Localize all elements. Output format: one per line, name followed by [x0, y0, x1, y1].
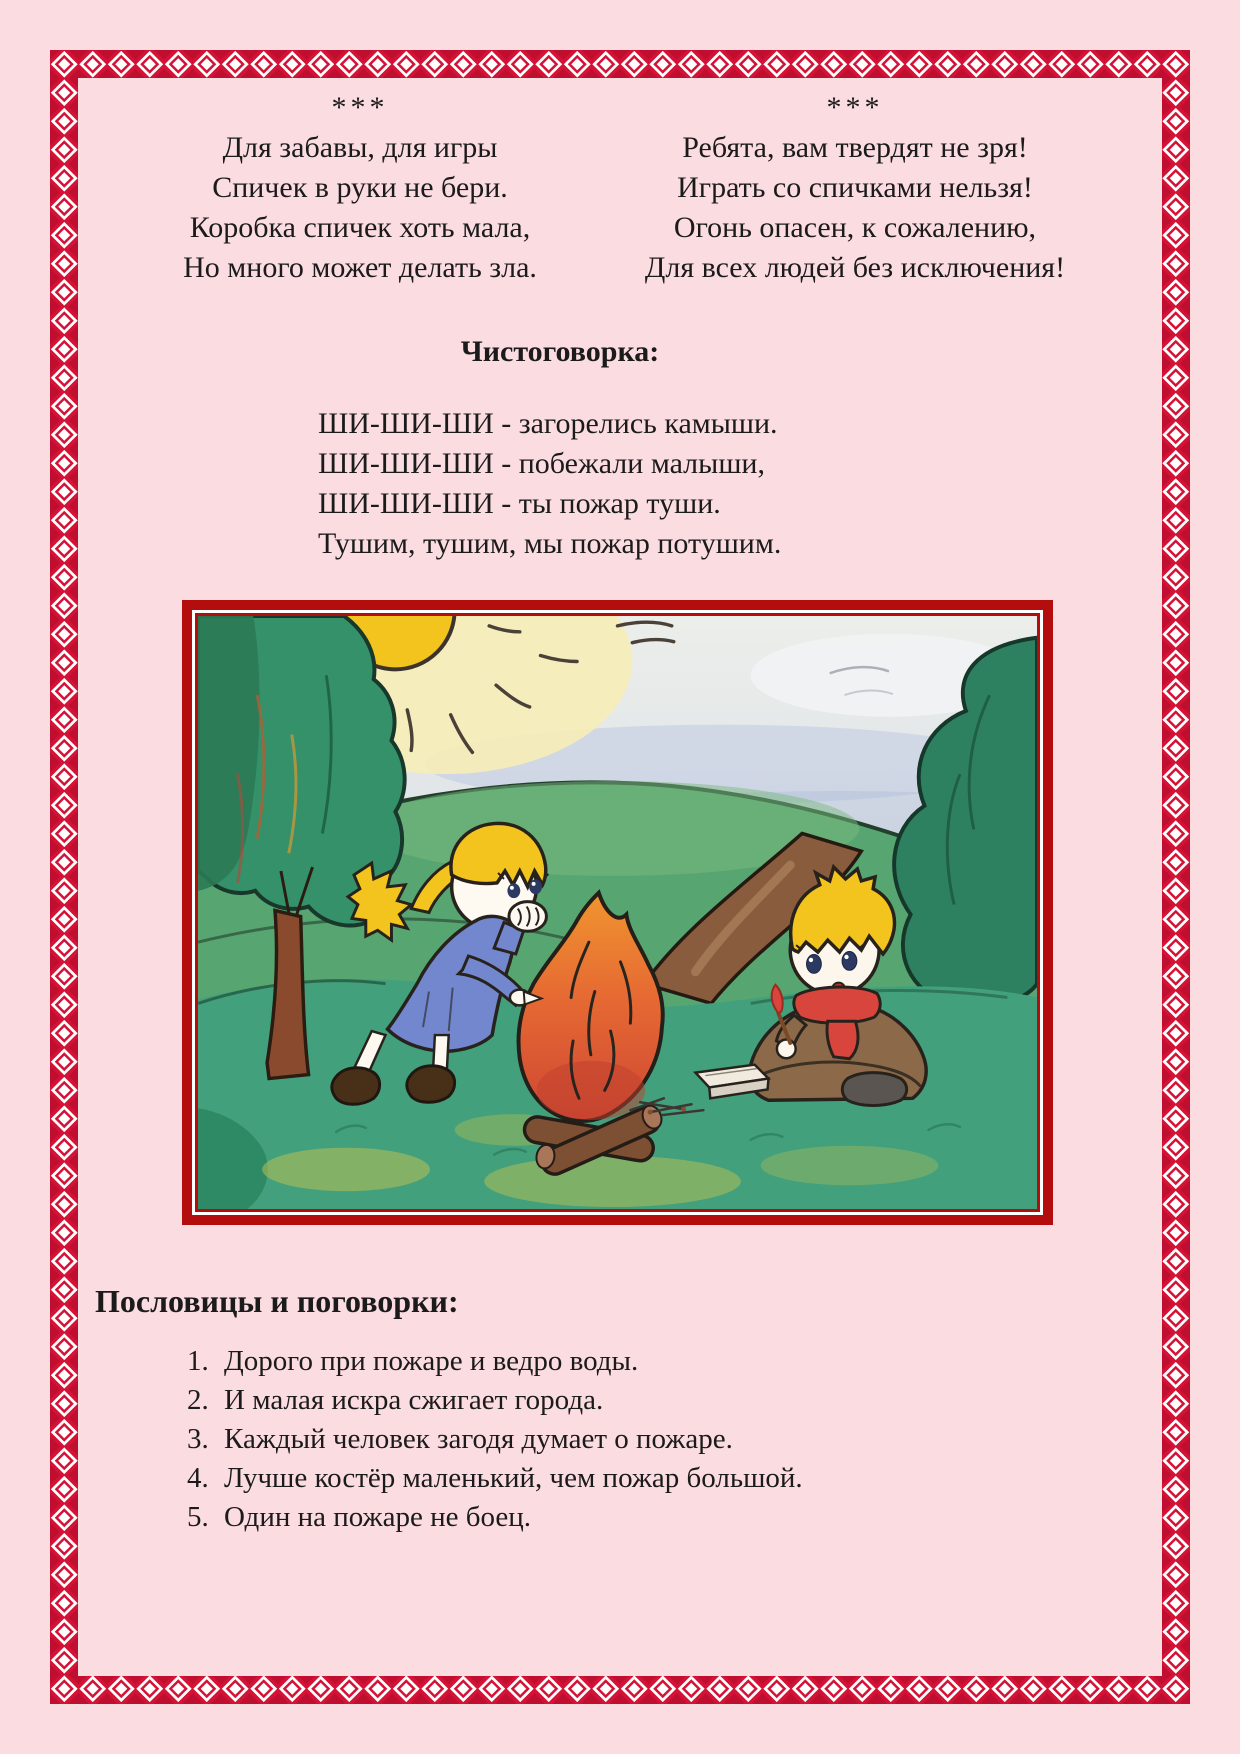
- proverbs-heading: Пословицы и поговорки:: [95, 1283, 459, 1319]
- poem-line: Для всех людей без исключения!: [644, 251, 1066, 284]
- illustration-inner-frame: [195, 613, 1040, 1212]
- poem-line: Но много может делать зла.: [183, 251, 537, 284]
- boy-scarf: [794, 987, 880, 1023]
- boy-hand: [777, 1040, 796, 1059]
- poem-right: [595, 88, 1115, 288]
- girl-hand-on-mouth: [509, 902, 547, 932]
- girl-shoe: [407, 1066, 455, 1103]
- proverb-item: 2. И малая искра сжигает города.: [216, 1381, 1018, 1420]
- poem-line: Коробка спичек хоть мала,: [189, 211, 531, 244]
- boy-shoe: [842, 1073, 906, 1106]
- proverb-item: 4. Лучше костёр маленький, чем пожар большой.: [216, 1459, 1018, 1498]
- girl-shoe: [332, 1068, 380, 1105]
- twister-line: ШИ-ШИ-ШИ - загорелись камыши.: [318, 407, 778, 440]
- poem-right-marker: ***: [826, 91, 884, 124]
- twister-line: ШИ-ШИ-ШИ - побежали малыши,: [318, 447, 765, 480]
- poem-line: Играть со спичками нельзя!: [677, 171, 1033, 204]
- poem-left-marker: ***: [331, 91, 389, 124]
- poem-line: Ребята, вам твердят не зря!: [682, 131, 1028, 164]
- twister-line: ШИ-ШИ-ШИ - ты пожар туши.: [318, 487, 721, 520]
- poem-line: Спичек в руки не бери.: [212, 171, 508, 204]
- tongue-twister-heading: Чистоговорка:: [460, 335, 660, 368]
- proverbs-list: [178, 1342, 1018, 1537]
- poem-left: [100, 88, 620, 288]
- proverb-item: 5. Один на пожаре не боец.: [216, 1498, 1018, 1537]
- proverb-item: 3. Каждый человек загодя думает о пожаре.: [216, 1420, 1018, 1459]
- poem-line: Для забавы, для игры: [222, 131, 498, 164]
- illustration-frame: [182, 600, 1053, 1225]
- twister-line: Тушим, тушим, мы пожар потушим.: [318, 527, 782, 560]
- campfire-children-illustration: [198, 616, 1037, 1209]
- poem-line: Огонь опасен, к сожалению,: [673, 211, 1037, 244]
- proverb-item: 1. Дорого при пожаре и ведро воды.: [216, 1342, 1018, 1381]
- tongue-twister-block: [318, 404, 781, 564]
